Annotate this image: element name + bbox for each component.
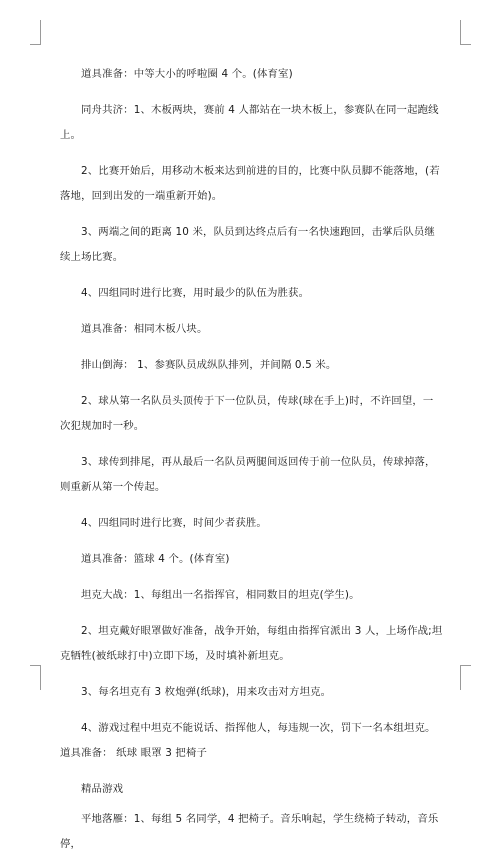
paragraph: 4、四组同时进行比赛，时间少者获胜。	[81, 517, 267, 529]
paragraph: 4、游戏过程中坦克不能说话、指挥他人，每违规一次，罚下一名本组坦克。 道具准备： 纸球 眼罩 3 把椅子	[60, 722, 436, 759]
crop-mark-bottom-right	[460, 665, 471, 690]
paragraph: 坦克大战：1、每组出一名指挥官，相同数目的坦克(学生)。	[81, 589, 360, 601]
paragraph: 2、比赛开始后，用移动木板来达到前进的目的，比赛中队员脚不能落地，(若落地，回到出发的一端重新开始)。	[60, 165, 440, 202]
paragraph: 道具准备：篮球 4 个。(体育室)	[81, 553, 230, 565]
crop-mark-top-left	[30, 20, 41, 45]
document-body	[60, 62, 443, 868]
section-heading: 精品游戏	[81, 783, 124, 795]
paragraph: 3、每名坦克有 3 枚炮弹(纸球)，用来攻击对方坦克。	[81, 686, 332, 698]
crop-mark-top-right	[460, 20, 471, 45]
paragraph: 4、四组同时进行比赛，用时最少的队伍为胜获。	[81, 287, 310, 299]
paragraph: 道具准备：中等大小的呼啦圈 4 个。(体育室)	[81, 68, 293, 80]
paragraph: 2、坦克戴好眼罩做好准备，战争开始，每组由指挥官派出 3 人，上场作战;坦克牺牲(被纸球打中)立即下场，及时填补新坦克。	[60, 625, 443, 662]
crop-mark-bottom-left	[30, 665, 41, 690]
paragraph: 排山倒海： 1、参赛队员成纵队排列，并间隔 0.5 米。	[81, 359, 337, 371]
paragraph: 3、球传到排尾，再从最后一名队员两腿间返回传于前一位队员，传球掉落，则重新从第一个传起。	[60, 456, 436, 493]
paragraph: 同舟共济：1、木板两块，赛前 4 人都站在一块木板上，参赛队在同一起跑线上。	[60, 104, 439, 141]
paragraph: 3、两端之间的距离 10 米，队员到达终点后有一名快速跑回，击掌后队员继续上场比赛。	[60, 226, 435, 263]
paragraph: 2、球从第一名队员头顶传于下一位队员，传球(球在手上)时，不许回望，一次犯规加时一秒。	[60, 395, 434, 432]
paragraph: 平地落雁：1、每组 5 名同学，4 把椅子。音乐响起，学生绕椅子转动，音乐停，	[60, 813, 439, 850]
paragraph: 道具准备：相同木板八块。	[81, 323, 208, 335]
